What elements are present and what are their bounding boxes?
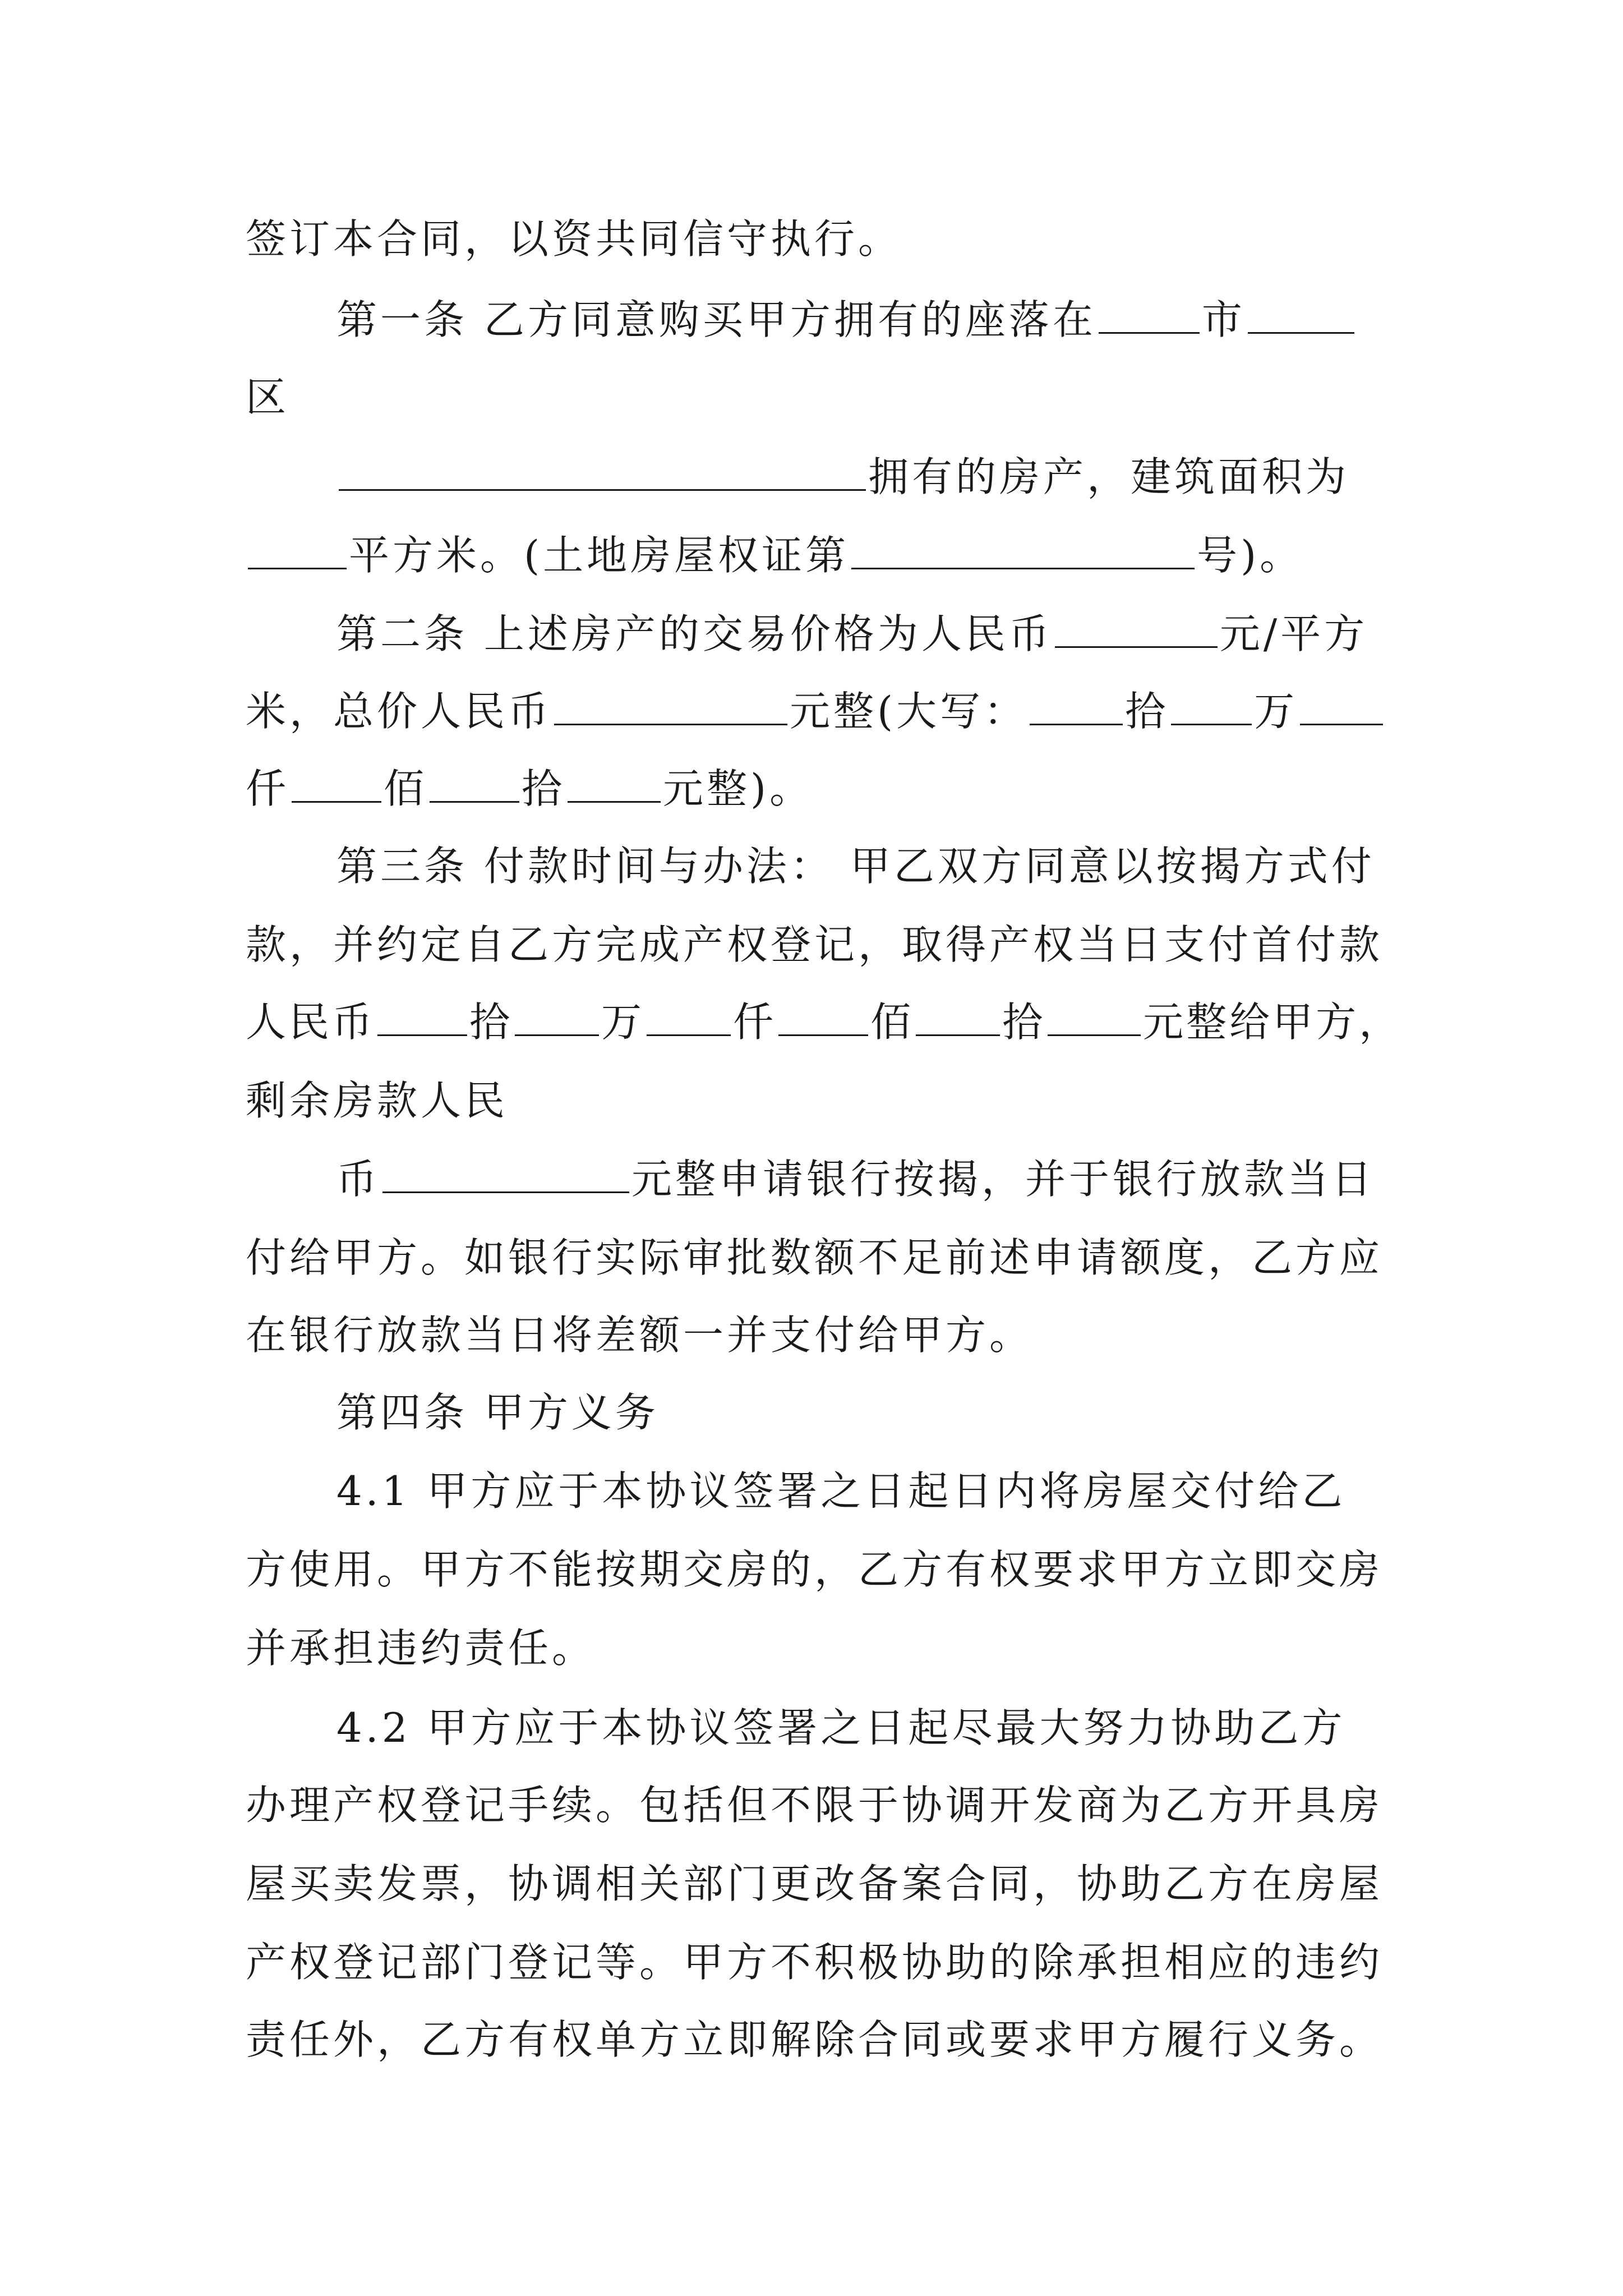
text-line-l19 xyxy=(246,1620,596,1676)
line-text: 并承担违约责任。 xyxy=(246,1625,596,1672)
fill-in-blank xyxy=(647,1000,731,1036)
text-line-l05 xyxy=(246,527,1303,583)
text-line-l01 xyxy=(246,211,902,267)
line-text: 第三条 付款时间与办法： 甲乙双方同意以按揭方式付 xyxy=(336,843,1375,890)
fill-in-blank xyxy=(851,533,1195,569)
line-text: 4.2 甲方应于本协议签署之日起尽最大努力协助乙方 xyxy=(336,1704,1346,1751)
text-line-l11 xyxy=(246,994,1402,1050)
text-line-l14 xyxy=(246,1230,1383,1286)
line-text: 屋买卖发票，协调相关部门更改备案合同，协助乙方在房屋 xyxy=(246,1860,1384,1907)
line-text: 第二条 上述房产的交易价格为人民币 xyxy=(336,610,1053,657)
fill-in-blank xyxy=(430,766,519,803)
line-text: 万 xyxy=(601,999,645,1046)
fill-in-blank xyxy=(292,766,381,803)
text-line-l20 xyxy=(336,1700,1345,1756)
line-text: 米，总价人民币 xyxy=(246,688,552,735)
text-line-l23 xyxy=(246,1934,1383,1990)
text-line-l16 xyxy=(336,1384,659,1441)
text-line-l02 xyxy=(336,292,1357,348)
text-line-l09 xyxy=(336,838,1375,894)
text-line-l21 xyxy=(246,1777,1383,1833)
line-text: 第四条 甲方义务 xyxy=(336,1389,659,1436)
text-line-l07 xyxy=(246,683,1385,739)
text-line-l24 xyxy=(246,2012,1383,2068)
fill-in-blank xyxy=(339,454,866,491)
line-text: 拥有的房产，建筑面积为 xyxy=(868,453,1350,500)
fill-in-blank xyxy=(248,533,347,569)
line-text: 人民币 xyxy=(246,999,376,1046)
fill-in-blank xyxy=(1048,1000,1141,1036)
fill-in-blank xyxy=(916,1000,1000,1036)
text-line-l12 xyxy=(246,1073,508,1129)
text-line-l06 xyxy=(336,606,1368,662)
line-text: 仟 xyxy=(733,999,777,1046)
text-line-l03 xyxy=(246,369,289,425)
line-text: 拾 xyxy=(1125,688,1169,735)
text-line-l08 xyxy=(246,761,813,817)
text-line-l13 xyxy=(336,1151,1375,1207)
line-text: 佰 xyxy=(870,999,914,1046)
text-line-l15 xyxy=(246,1307,1033,1363)
line-text: 市 xyxy=(1201,296,1246,343)
fill-in-blank xyxy=(1300,689,1383,725)
fill-in-blank xyxy=(1171,689,1252,725)
line-text: 产权登记部门登记等。甲方不积极协助的除承担相应的违约 xyxy=(246,1939,1384,1986)
line-text: 办理产权登记手续。包括但不限于协调开发商为乙方开具房 xyxy=(246,1782,1384,1829)
fill-in-blank xyxy=(1099,297,1200,334)
line-text: 万 xyxy=(1254,688,1298,735)
line-text: 签订本合同，以资共同信守执行。 xyxy=(246,215,902,263)
fill-in-blank xyxy=(1030,689,1123,725)
line-text: 元整申请银行按揭，并于银行放款当日 xyxy=(631,1156,1376,1203)
fill-in-blank xyxy=(515,1000,599,1036)
line-text: 方使用。甲方不能按期交房的，乙方有权要求甲方立即交房 xyxy=(246,1546,1384,1593)
line-text: 拾 xyxy=(1002,999,1046,1046)
text-line-l04 xyxy=(336,449,1349,505)
line-text: 仟 xyxy=(246,765,290,812)
text-line-l10 xyxy=(246,917,1383,973)
text-line-l22 xyxy=(246,1856,1383,1912)
fill-in-blank xyxy=(377,1000,467,1036)
line-text: 元/平方 xyxy=(1219,610,1368,657)
line-text: 第一条 乙方同意购买甲方拥有的座落在 xyxy=(336,296,1096,343)
line-text: 元整)。 xyxy=(663,765,814,812)
line-text: 元整给甲方， xyxy=(1143,999,1403,1046)
line-text: 拾 xyxy=(522,765,566,812)
line-text: 币 xyxy=(336,1156,381,1203)
text-line-l18 xyxy=(246,1542,1383,1598)
line-text: 剩余房款人民 xyxy=(246,1077,509,1124)
fill-in-blank xyxy=(778,1000,868,1036)
line-text: 4.1 甲方应于本协议签署之日起日内将房屋交付给乙 xyxy=(336,1467,1346,1515)
fill-in-blank xyxy=(1055,611,1218,648)
fill-in-blank xyxy=(1248,297,1354,334)
line-text: 款，并约定自乙方完成产权登记，取得产权当日支付首付款 xyxy=(246,921,1384,968)
line-text: 平方米。(土地房屋权证第 xyxy=(349,532,850,579)
line-text: 区 xyxy=(246,374,290,421)
fill-in-blank xyxy=(382,1157,629,1193)
text-line-l17 xyxy=(336,1463,1345,1519)
line-text: 元整(大写： xyxy=(790,688,1028,735)
line-text: 在银行放款当日将差额一并支付给甲方。 xyxy=(246,1312,1034,1359)
line-text: 付给甲方。如银行实际审批数额不足前述申请额度，乙方应 xyxy=(246,1234,1384,1281)
fill-in-blank xyxy=(554,689,787,725)
line-text: 拾 xyxy=(469,999,513,1046)
line-text: 责任外，乙方有权单方立即解除合同或要求甲方履行义务。 xyxy=(246,2016,1384,2063)
fill-in-blank xyxy=(568,766,661,803)
line-text: 佰 xyxy=(384,765,428,812)
line-text: 号)。 xyxy=(1197,532,1304,579)
